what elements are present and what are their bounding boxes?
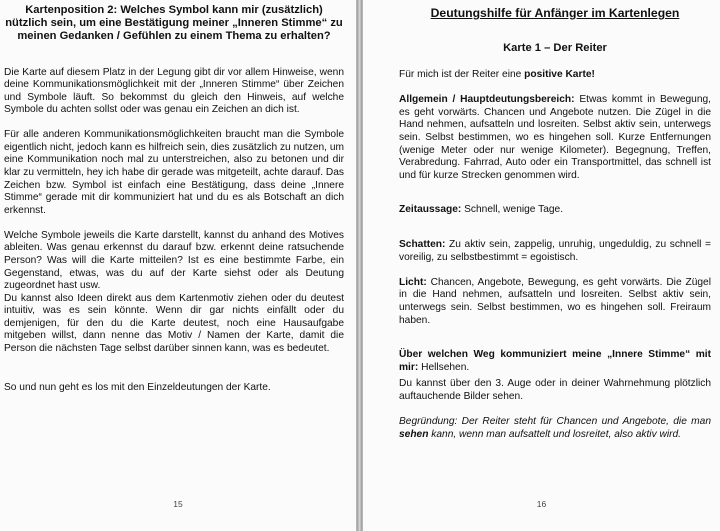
intro-bold: positive Karte!	[524, 69, 595, 80]
light-meaning	[399, 277, 711, 327]
time-label: Zeitaussage:	[399, 204, 462, 216]
right-page-heading: Deutungshilfe für Anfänger im Kartenlegen	[430, 6, 680, 20]
shadow-meaning	[399, 239, 711, 264]
left-paragraph-3: Welche Symbole jeweils die Karte darstellt, kannst du anhand des Motives ableiten. Was genau erkennst du darauf bzw. erkennt deine ratsuchende Person? Was will die Karte mitteilen? Ist es eine bestimmte Farbe, ein Gegenstand, etwas, was du auf der Karte siehst oder als Deutung zugeordnet hast usw.	[4, 229, 344, 292]
general-label: Allgemein / Hauptdeutungsbereich:	[399, 94, 575, 106]
shadow-text: Zu aktiv sein, zappelig, unruhig, ungeduldig, zu schnell = voreilig, zu selbstbestimmt = egoistisch.	[399, 238, 711, 263]
voice-question	[399, 349, 711, 374]
time-statement	[399, 204, 711, 217]
left-paragraph-4: Du kannst also Ideen direkt aus dem Kartenmotiv ziehen oder du deutest intuitiv, was es sein könnte. Wenn dir gar nichts einfällt oder du demjenigen, für den du die Karte deutest, noch eine Hausaufgabe mitgeben willst, dann nenne das Motiv / Namen der Karte, damit die Person die nächsten Tage selbst darüber sinnen kann, was es bedeutet.	[4, 292, 344, 355]
reason-part1: Begründung: Der Reiter steht für Chancen und Angebote, die man	[399, 416, 711, 428]
card-title: Karte 1 – Der Reiter	[503, 42, 607, 54]
left-page	[0, 0, 357, 531]
left-page-heading: Kartenposition 2: Welches Symbol kann mir (zusätzlich) nützlich sein, um eine Bestätigung meiner „Inneren Stimme“ zu meinen Gedanken / Gefühlen zu einem Thema zu erhalten?	[5, 4, 343, 43]
left-paragraph-5: So und nun geht es los mit den Einzeldeutungen der Karte.	[4, 381, 271, 393]
reason-bold: sehen	[399, 428, 429, 440]
light-text: Chancen, Angebote, Bewegung, es geht vorwärts. Die Zügel in die Hand nehmen, aufsatteln und losreiten. Selbst aktiv sein, unterwegs sein. Selbst bestimmen, wo es hingehen soll. Freiraum haben.	[399, 276, 711, 326]
right-page-content	[399, 6, 711, 454]
reason-part2: kann, wenn man aufsattelt und losreitet, also aktiv wird.	[428, 428, 682, 440]
intro-statement	[399, 69, 711, 82]
page-number-right: 16	[536, 499, 547, 509]
voice-text: Hellsehen.	[418, 361, 470, 373]
left-page-content	[4, 4, 344, 407]
page-number-left: 15	[173, 499, 183, 509]
reason-statement	[399, 416, 711, 441]
voice-label: Über welchen Weg kommuniziert meine „Innere Stimme“ mit mir:	[399, 349, 711, 373]
left-paragraph-2: Für alle anderen Kommunikationsmöglichkeiten braucht man die Symbole eigentlich nicht, jedoch kann es hilfreich sein, dies zusätzlich zu nutzen, um eine Kommunikation noch mal zu unterstreichen, also zu betonen und dir klar zu vermitteln, hey ich habe dir gerade was mitgeteilt, achte darauf. Das Zeichen bzw. Symbol ist einfach eine Bestätigung, dass deine „Innere Stimme“ gerade mit dir kommuniziert hat und du es als Botschaft an dich erkennst.	[4, 129, 344, 216]
intro-text: Für mich ist der Reiter eine	[399, 69, 525, 80]
right-page	[362, 0, 720, 531]
light-label: Licht:	[399, 276, 427, 288]
voice-detail: Du kannst über den 3. Auge oder in deiner Wahrnehmung plötzlich auftauchende Bilder sehen.	[399, 378, 711, 402]
general-meaning	[399, 94, 711, 182]
time-text: Schnell, wenige Tage.	[461, 204, 564, 216]
left-paragraph-1: Die Karte auf diesem Platz in der Legung gibt dir vor allem Hinweise, wenn deine Kommunikationsmöglichkeit mit der „Inneren Stimme“ über Zeichen und Symbole läuft. So bekommst du gleich den Hinweis, auf welche Symbole du achten sollst oder was genau ein Zeichen an dich ist.	[4, 66, 344, 116]
shadow-label: Schatten:	[399, 238, 446, 250]
general-text: Etwas kommt in Bewegung, es geht vorwärts. Chancen und Angebote nutzen. Die Zügel in die Hand nehmen, aufsatteln und losreiten. Selbst aktiv sein, unterwegs sein. Selbst bestimmen, wo es hingehen soll. Kurze Entfernungen (wenige Meter oder nur wenige Kilometer). Begegnung, Treffen, Verabredung. Fahrrad, Auto oder ein Transportmittel, das schnell ist und für kurze Strecken genommen wird.	[399, 94, 711, 181]
